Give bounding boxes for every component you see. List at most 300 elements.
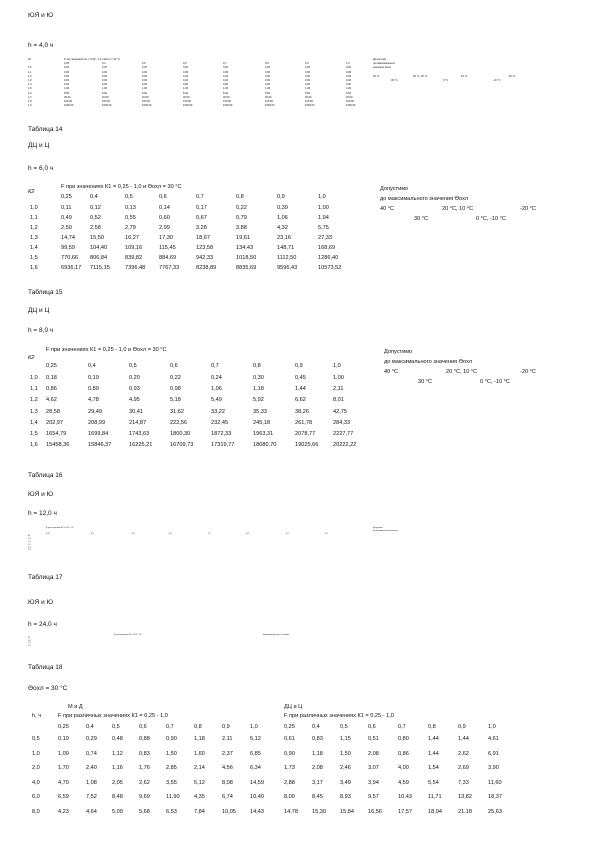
col-header: 0,6 [368, 724, 376, 730]
table-cell: 100,00 [346, 99, 354, 103]
table-cell: 20,00 [265, 95, 272, 99]
col-header: 0,8 [265, 62, 269, 66]
table-cell: 1,50 [340, 750, 351, 757]
table-cell: 2,40 [86, 765, 97, 771]
row-k2: 1,0 [28, 66, 32, 70]
table-row [28, 215, 358, 225]
table-cell: 0,00 [346, 78, 352, 82]
table-cell: 1,06 [211, 386, 222, 393]
table-cell: 2,58 [90, 225, 101, 231]
table-cell: 29,49 [88, 408, 102, 415]
table-cell: 0,00 [223, 78, 229, 82]
section-title: ЮЯ и Ю [28, 12, 54, 19]
side-text: Допустимо до макс. значения [263, 634, 290, 636]
table-cell: 0,52 [90, 215, 101, 221]
side-text: 0 °С [443, 79, 449, 82]
table-header-row [28, 724, 568, 736]
table-cell: 3,55 [166, 779, 177, 786]
table-cell: 2,69 [458, 765, 469, 771]
table-cell: 28,58 [46, 408, 60, 415]
col-header: 0,9 [305, 62, 309, 66]
table-cell: 1,18 [312, 750, 323, 757]
col-header: 0,25 [61, 194, 72, 200]
table-row [28, 265, 358, 275]
table-cell: 8,45 [312, 794, 323, 800]
side-temp: 30 °С [418, 379, 433, 385]
table-cell: 8,93 [340, 794, 351, 800]
side-title-row [380, 184, 580, 194]
table-cell: 0,74 [86, 750, 97, 757]
table-cell: 1,18 [253, 386, 264, 393]
row-k2: 1,4 [30, 419, 38, 426]
table-cell: 1112,50 [277, 255, 297, 261]
table-cell: 1000,00 [223, 104, 233, 108]
table-cell: 1,00 [183, 87, 189, 91]
table-row [28, 765, 568, 780]
table-cell: 0,30 [253, 375, 264, 381]
table-cell: 10,43 [398, 794, 412, 800]
table-cell: 0,11 [61, 205, 72, 211]
table-cell: 0,00 [346, 66, 352, 70]
table-cell: 0,00 [305, 78, 311, 82]
table-cell: 2,46 [340, 765, 351, 771]
table-cell: 1000,00 [142, 104, 152, 108]
table-cell: 1,00 [318, 205, 329, 211]
table-cell: 99,59 [61, 245, 75, 251]
table-cell: 100,00 [102, 99, 110, 103]
table-cell: 100,00 [265, 99, 273, 103]
table-cell: 1,60 [194, 750, 205, 757]
table-cell: 100,00 [223, 99, 231, 103]
table-cell: 1018,50 [236, 255, 257, 261]
table-cell: 7,33 [458, 779, 469, 786]
table-cell: 0,98 [170, 386, 181, 393]
table-cell: 38,26 [295, 408, 309, 415]
table-cell: 0,80 [398, 736, 409, 742]
table-cell: 1,12 [112, 750, 123, 757]
table-cell: 0,00 [183, 83, 189, 87]
table-cell: 0,00 [64, 70, 70, 74]
table-cell: 9,57 [368, 794, 379, 800]
table-cell: 5,00 [305, 91, 311, 95]
table-cell: 0,29 [86, 736, 97, 742]
table-cell: 20,00 [64, 95, 71, 99]
table-cell: 4,64 [86, 808, 97, 815]
row-k2: 1,3 [30, 408, 38, 415]
table-cell: 7396,48 [125, 265, 146, 271]
table-cell: 8238,89 [196, 265, 217, 271]
table-cell: 5,75 [318, 225, 329, 231]
col-header: 0,6 [170, 363, 178, 369]
table-cell: 5,18 [170, 397, 181, 404]
col-header: 1,0 [318, 194, 326, 200]
side-text: 30 °С, 20 °С [413, 74, 428, 78]
table-cell: 20,00 [305, 95, 312, 99]
side-temp: 20 °С, 10 °С [446, 369, 478, 375]
table-cell: 1,44 [428, 750, 439, 757]
section-h-value: h = 8,0 ч [28, 327, 54, 334]
col-header: 0,4 [90, 194, 98, 200]
table-cell: 1286,40 [318, 255, 339, 261]
row-k2: 1,9 [28, 104, 32, 108]
table-cell: 0,00 [102, 78, 108, 82]
table-cell: 1000,00 [64, 104, 74, 108]
side-text: Допустимо [373, 527, 383, 529]
row-k2: К2 [28, 535, 31, 538]
table-cell: 245,18 [253, 419, 271, 426]
table-caption: F при значениях К1 = 0,25 - 1,0 и Θохл = 30 °С [46, 347, 167, 353]
table-cell: 4,56 [222, 765, 233, 771]
table-cell: 15,30 [312, 808, 326, 815]
side-text: 40 °С [373, 74, 380, 78]
table-caption: Таблица 14 [28, 126, 63, 133]
table-cell: 1,44 [295, 386, 306, 393]
table-caption-row [28, 184, 358, 194]
col-header: 0,4 [91, 532, 94, 535]
row-k2: 1,3 [28, 546, 31, 549]
table-row [28, 645, 568, 648]
section-title: ДЦ и Ц [28, 307, 50, 314]
row-k2: 1,3 [28, 78, 32, 82]
section-h-value: h = 6,0 ч [28, 165, 54, 172]
table-cell: 0,00 [223, 66, 229, 70]
table-cell: 4,62 [46, 397, 57, 404]
table-cell: 0,45 [295, 375, 306, 381]
table-cell: 14,43 [250, 808, 264, 815]
table-row [28, 375, 378, 386]
side-temp: 40 °С [380, 206, 395, 212]
table-cell: 0,83 [139, 750, 150, 757]
table-row [28, 420, 378, 431]
table-caption-row [28, 347, 378, 363]
side-subtitle: до максимального значения Θохл [384, 359, 473, 365]
row-h: 0,5 [32, 736, 40, 742]
table-caption: F при значениях К1 = 0,25 - 1,0 [46, 527, 74, 529]
table-cell: 7115,15 [90, 265, 110, 271]
table-row [28, 751, 568, 766]
table-header-row [28, 189, 358, 205]
table-cell: 5,00 [142, 91, 148, 95]
row-h: 1,0 [32, 750, 40, 757]
col-header: 0,7 [166, 724, 174, 730]
table-cell: 261,78 [295, 419, 313, 426]
table-cell: 5,00 [183, 91, 189, 95]
side-subtitle: до максимального значения Θохл [380, 196, 469, 202]
col-header: 0,8 [246, 532, 249, 535]
table-row [28, 235, 358, 245]
table-cell: 214,87 [129, 419, 147, 426]
section-h-value: h = 24,0 ч [28, 621, 57, 628]
table-cell: 1,00 [305, 87, 311, 91]
table-cell: 0,00 [183, 70, 189, 74]
side-text: Допустимо [373, 58, 387, 61]
row-k2: 1,4 [28, 549, 31, 552]
side-title-row [384, 347, 574, 357]
table-cell: 202,97 [46, 419, 64, 426]
table-cell: 4,59 [398, 779, 409, 786]
col-header: 0,9 [277, 194, 285, 200]
row-k2: 1,7 [28, 95, 32, 99]
col-header: 0,9 [458, 724, 466, 730]
row-k2: 1,0 [30, 375, 38, 381]
side-temps-row [384, 377, 574, 387]
row-k2: 1,2 [30, 225, 38, 231]
table-cell: 5,54 [428, 779, 439, 786]
table-cell: 13,82 [458, 794, 472, 800]
table-caption: Таблица 17 [28, 574, 63, 581]
row-k2: 1,2 [28, 74, 32, 78]
table-cell: 5,68 [139, 808, 150, 815]
table-cell: 0,17 [196, 205, 207, 211]
table-cell: 16,56 [368, 808, 382, 815]
side-temps-row [380, 214, 580, 224]
table-cell: 18,67 [196, 235, 210, 241]
table-cell: 0,00 [305, 74, 311, 78]
side-temp: 20 °С, 10 °С [442, 206, 474, 212]
table-cell: 20222,22 [333, 442, 357, 449]
table-cell: 2,37 [222, 750, 233, 757]
table-cell: 21,18 [458, 808, 472, 815]
table-cell: 4,78 [88, 397, 99, 404]
table-cell: 0,18 [46, 375, 57, 381]
side-temps-row [380, 204, 580, 214]
col-header: 0,25 [64, 62, 70, 66]
table-cell: 25,63 [488, 808, 502, 815]
table-cell: 4,95 [129, 397, 140, 404]
table-cell: 0,83 [312, 736, 323, 742]
table-cell: 0,00 [142, 70, 148, 74]
table-cell: 1,00 [64, 87, 70, 91]
table-cell: 1,08 [86, 779, 97, 786]
table-cell: 0,00 [346, 70, 352, 74]
table-cell: 2,11 [222, 736, 233, 742]
table-cell: 0,86 [46, 386, 57, 393]
table-cell: 0,00 [183, 66, 189, 70]
table-cell: 0,00 [64, 78, 70, 82]
col-header: 0,8 [253, 363, 261, 369]
table-cell: 14,74 [61, 235, 75, 241]
row-k2: 1,1 [30, 215, 38, 221]
table-cell: 168,69 [318, 245, 336, 251]
col-header: 0,8 [428, 724, 436, 730]
table-cell: 2078,77 [295, 430, 316, 437]
table-cell: 7767,33 [159, 265, 180, 271]
row-k2: К2 [28, 636, 31, 639]
table-cell: 2,85 [166, 765, 177, 771]
table-cell: 4,61 [488, 736, 499, 742]
col-header: 0,25 [58, 724, 69, 730]
table-cell: 18,37 [488, 794, 502, 800]
table-cell: 6,53 [166, 808, 177, 815]
col-header: 0,7 [398, 724, 406, 730]
table-cell: 1,06 [277, 215, 288, 221]
table-cell: 232,45 [211, 419, 229, 426]
table-cell: 0,00 [346, 74, 352, 78]
table-cell: 16709,73 [170, 442, 194, 449]
side-text: 10 °С [461, 74, 468, 78]
table-cell: 14,59 [250, 779, 264, 786]
table-cell: 1,54 [428, 765, 439, 771]
side-temp: 0 °С, -10 °С [476, 216, 506, 222]
table-cell: 0,00 [102, 66, 108, 70]
table-cell: 0,90 [284, 750, 295, 757]
side-temps-row [384, 367, 574, 377]
col-header: 1,0 [325, 532, 328, 535]
table-cell: 3,17 [312, 779, 323, 786]
table-row [28, 255, 358, 265]
table-cell: 2,99 [159, 225, 170, 231]
table-cell: 3,49 [340, 779, 351, 786]
table-cell: 0,00 [64, 74, 70, 78]
row-k2: 1,1 [28, 70, 32, 74]
table-cell: 0,00 [223, 83, 229, 87]
table-cell: 1000,00 [265, 104, 275, 108]
side-title: Допустимо [384, 349, 413, 355]
table-row [28, 809, 568, 824]
side-text: -20 °С [508, 74, 516, 78]
table-cell: 10,40 [250, 794, 264, 800]
table-18 [28, 704, 568, 824]
col-header: 0,9 [295, 363, 303, 369]
table-cell: 942,33 [196, 255, 214, 261]
col-header: 0,25 [284, 724, 295, 730]
table-cell: 0,13 [125, 205, 136, 211]
side-text: 30 °С [391, 79, 398, 82]
table-cell: 1,00 [102, 87, 108, 91]
table-cell: 5,00 [102, 91, 108, 95]
row-h: 2,0 [32, 765, 40, 771]
table-caption: Таблица 16 [28, 472, 63, 479]
table-caption: F при значениях К1 = 0,25 - 1,0 и Θохл = 30 °С [64, 58, 120, 61]
table-cell: 4,70 [58, 779, 69, 786]
table-cell: 6,62 [295, 397, 306, 404]
table-cell: 2,62 [139, 779, 150, 786]
table-cell: 148,71 [277, 245, 295, 251]
row-k2: 1,0 [28, 538, 31, 541]
col-header: 0,4 [86, 724, 94, 730]
table-cell: 8,08 [222, 779, 233, 786]
table-cell: 284,33 [333, 419, 351, 426]
row-k2: 1,3 [30, 235, 38, 241]
col-header: 0,5 [340, 724, 348, 730]
k2-header: К2 [28, 355, 35, 361]
table-cell: 18,94 [428, 808, 442, 815]
col-header: 0,5 [112, 724, 120, 730]
col-header: 0,5 [125, 194, 133, 200]
side-title: Допустимо [380, 186, 409, 192]
table-cell: 6,85 [250, 750, 261, 757]
table-cell: 20,00 [142, 95, 149, 99]
col-header: 0,9 [222, 724, 230, 730]
table-cell: 2,08 [368, 750, 379, 757]
table-cell: 35,33 [253, 408, 267, 415]
col-header: 0,25 [46, 532, 50, 535]
table-cell: 10573,52 [318, 265, 342, 271]
table-cell: 16,27 [125, 235, 139, 241]
table-cell: 17,57 [398, 808, 412, 815]
row-k2: 1,8 [28, 99, 32, 103]
table-cell: 0,00 [142, 83, 148, 87]
table-cell: 20,00 [102, 95, 109, 99]
table-cell: 10,05 [222, 808, 236, 815]
table-cell: 0,00 [265, 78, 271, 82]
table-cell: 1,76 [139, 765, 150, 771]
table-cell: 11,60 [488, 779, 502, 786]
col-header: 0,8 [194, 724, 202, 730]
table-cell: 0,51 [368, 736, 379, 742]
table-cell: 1,44 [458, 736, 469, 742]
h-header: h, ч [32, 713, 42, 719]
table-cell: 839,82 [125, 255, 143, 261]
table-cell: 0,00 [142, 66, 148, 70]
table-cell: 0,22 [170, 375, 181, 381]
table-cell: 1699,84 [88, 430, 109, 437]
table-cell: 0,19 [88, 375, 99, 381]
table-cell: 11,90 [166, 794, 180, 800]
table-cell: 1743,63 [129, 430, 150, 437]
table-row [28, 431, 378, 442]
table-cell: 2,50 [61, 225, 72, 231]
table-cell: 1000,00 [102, 104, 112, 108]
table-cell: 1,00 [333, 375, 344, 381]
row-k2: 1,4 [30, 245, 38, 251]
table-cell: 1000,00 [305, 104, 315, 108]
col-header: 0,7 [196, 194, 204, 200]
table-row [28, 245, 358, 255]
table-cell: 0,00 [305, 70, 311, 74]
table-cell: 42,75 [333, 408, 347, 415]
table-cell: 2,79 [125, 225, 136, 231]
row-h: 8,0 [32, 808, 40, 815]
table-cell: 5,00 [346, 91, 352, 95]
table-cell: 770,66 [61, 255, 79, 261]
group-title: ДЦ и Ц [284, 704, 303, 710]
table-16 [28, 527, 568, 557]
table-cell: 0,90 [166, 736, 177, 742]
table-cell: 20,00 [183, 95, 190, 99]
table-cell: 1,44 [428, 736, 439, 742]
table-cell: 0,00 [142, 78, 148, 82]
table-cell: 8,48 [112, 794, 123, 800]
table-caption: Таблица 18 [28, 664, 63, 671]
table-cell: 15,84 [340, 808, 354, 815]
table-row [28, 546, 568, 552]
table-cell: 2,05 [112, 779, 123, 786]
row-k2: 1,1 [30, 386, 38, 393]
row-h: 4,0 [32, 779, 40, 786]
table-cell: 222,56 [170, 419, 188, 426]
col-header: 0,4 [102, 62, 106, 66]
table-row [28, 397, 378, 408]
side-sub-row [380, 194, 580, 204]
table-cell: 0,00 [265, 70, 271, 74]
section-h-value: h = 4,0 ч [28, 42, 54, 49]
table-cell: 0,00 [102, 70, 108, 74]
table-cell: 7,52 [86, 794, 97, 800]
table-cell: 8835,69 [236, 265, 257, 271]
table-cell: 0,14 [159, 205, 170, 211]
table-cell: 123,58 [196, 245, 214, 251]
table-17 [28, 634, 568, 654]
table-cell: 3,07 [368, 765, 379, 771]
table-cell: 0,00 [223, 70, 229, 74]
table-cell: 1,00 [223, 87, 229, 91]
section-title: Θохл = 30 °С [28, 685, 68, 692]
table-15-side [384, 347, 574, 392]
col-header: 1,0 [488, 724, 496, 730]
table-cell: 1963,31 [253, 430, 274, 437]
table-caption: Таблица 15 [28, 289, 63, 296]
